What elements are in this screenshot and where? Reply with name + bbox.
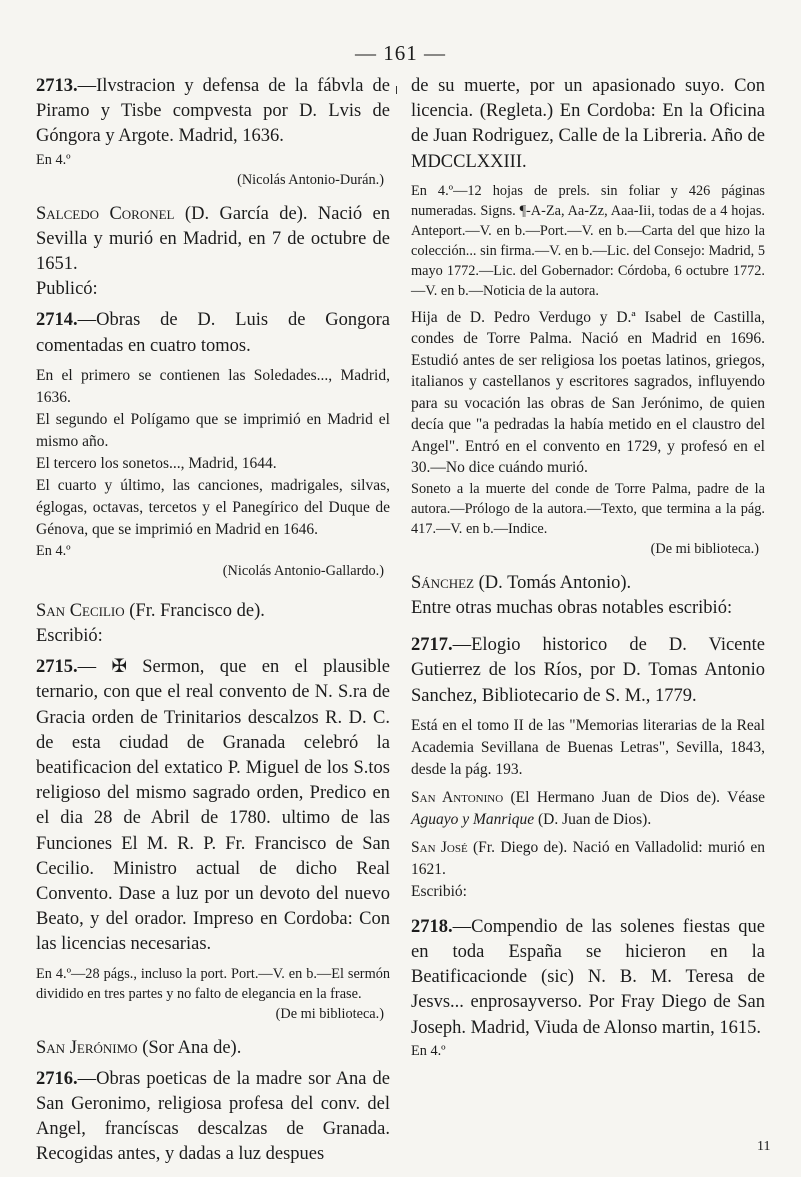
author-biography: Hija de D. Pedro Verdugo y D.ª Isabel de Castilla, condes de Torre Palma. Nació en Madrid en 1696. Estudió antes de ser religiosa los poetas latinos, griegos, italianos y castellanos y escritores sagrados, influyendo para su vocación las obras de San Jerónimo, de quien decía que "a pedradas la había metido en el claustro del Angel". Entró en el convento en 1729, y profesó en el 30.—No dice cuándo murió. [411,308,765,477]
entry-2716 [36,1067,390,1168]
entry-title: —Obras de D. Luis de Gongora comentadas en cuatro tomos. [36,310,390,356]
author-wrote-label: Escribió: [36,626,103,647]
left-column [36,74,390,1168]
right-column [411,74,765,1061]
entry-note: En 4.º—12 hojas de prels. sin foliar y 426 páginas numeradas. Signs. ¶-A-Za, Aa-Zz, Aaa-Iii, todas de a 4 hojas. Anteport.—V. en b.—Port.—V. en b.—Carta del que hizo la colección... sin firma.—V. en b.—Lic. del Consejo: Madrid, 5 mayo 1772.—Lic. del Gobernador: Córdoba, 6 octubre 1772.—V. en b.—Noticia de la autora. [411,182,765,299]
author-jeronimo [36,1036,390,1061]
author-name: San José [411,838,468,856]
entry-title: — ✠ Sermon, que en el plausible ternario, con que el real convento de N. S.ra de Gracia orden de Trinitarios descalzos R. D. C. de esta ciudad de Granada celebró la beatificacion del extatico P. Miguel de los S.tos religioso del mismo sagrado orden, Predico en el dia 28 de Abril de 1780. ultimo de las Funciones El M. R. P. Fr. Francisco de San Cecilio. Ministro actual de dicho Real Convento. Dase a luz por un devoto del nuevo Beato, y del orador. Impreso en Cordoba: Con las licencias necesarias. [36,657,390,955]
entry-title: —Obras poeticas de la madre sor Ana de San Geronimo, religiosa profesa del conv. del Angel, francíscas descalzas de Granada. Recogidas antes, y dadas a luz despues [36,1068,390,1165]
entry-number: 2713. [36,76,78,96]
author-name: San Antonino [411,788,504,806]
cross-reference-text: (D. Juan de Dios). [534,810,652,828]
author-salcedo [36,202,390,278]
author-wrote-label: Escribió: [411,882,467,900]
author-bio: (D. Tomás Antonio). [474,572,632,593]
author-bio: (D. García de). Nació en Sevilla y murió en Madrid, en 7 de octubre de 1651. [36,203,390,275]
entry-2714 [36,308,390,358]
entry-source: (Nicolás Antonio-Gallardo.) [222,562,384,579]
cross-reference-text: (El Hermano Juan de Dios de). Véase [503,788,766,806]
entry-number: 2718. [411,916,453,937]
entry-note: Está en el tomo II de las "Memorias literarias de la Real Academia Sevillana de Buenas Letras", Sevilla, 1843, desde la pág. 193. [411,716,765,778]
entry-note: En el primero se contienen las Soledades..., Madrid, 1636. [36,366,390,406]
entry-number: 2717. [411,635,453,656]
entry-2713 [36,74,390,150]
entry-note: El tercero los sonetos..., Madrid, 1644. [36,454,277,472]
entry-title: —Compendio de las solenes fiestas que en toda España se hicieron en la Beatificacionde (sic) N. B. M. Teresa de Jesvs... enprosayverso. Por Fray Diego de San Joseph. Madrid, Viuda de Alonso martin, 1615. [411,916,765,1038]
entry-source: (De mi biblioteca.) [275,1005,384,1022]
page-number: — 161 — [355,41,446,65]
entry-2715 [36,655,390,957]
entry-number: 2716. [36,1068,78,1089]
entry-source: (Nicolás Antonio-Durán.) [237,171,384,188]
author-bio: (Fr. Diego de). Nació en Valladolid: murió en 1621. [411,838,765,878]
author-antonino [411,787,765,831]
entry-note: Soneto a la muerte del conde de Torre Palma, padre de la autora.—Prólogo de la autora.—Texto, que termina a la pág. 417.—V. en b.—Indice. [411,480,765,537]
column-divider [396,86,397,94]
entry-2717 [411,633,765,709]
author-published-label: Publicó: [36,279,98,300]
entry-2716-continued: de su muerte, por un apasionado suyo. Con licencia. (Regleta.) En Cordoba: En la Oficina de Juan Rodriguez, Calle de la Libreria. Año de MDCCLXXIII. [411,76,765,172]
entry-source: (De mi biblioteca.) [650,540,759,557]
entry-number: 2714. [36,310,78,331]
entry-title: —Ilvstracion y defensa de la fábvla de Piramo y Tisbe compvesta por D. Lvis de Góngora y Argote. Madrid, 1636. [36,76,390,147]
entry-format: En 4.º [411,1042,446,1059]
author-name: Salcedo Coronel [36,203,175,224]
entry-note: El cuarto y último, las canciones, madrigales, silvas, églogas, octavas, tercetos y el Panegírico del Duque de Génova, que se imprimió en Madrid en 1646. [36,476,390,538]
entry-format: En 4.º [36,542,71,559]
author-bio: (Sor Ana de). [137,1037,242,1058]
author-name: Sánchez [411,572,475,593]
entry-number: 2715. [36,657,78,678]
author-sanchez [411,571,765,596]
entry-2718 [411,915,765,1041]
author-bio: (Fr. Francisco de). [124,600,265,621]
author-name: San Jerónimo [36,1037,138,1058]
author-name: San Cecilio [36,600,125,621]
author-cecilio [36,599,390,624]
entry-note: El segundo el Polígamo que se imprimió en Madrid el mismo año. [36,410,390,450]
entry-title: —Elogio historico de D. Vicente Gutierrez de los Ríos, por D. Tomas Antonio Sanchez, Bibliotecario de S. M., 1779. [411,635,765,706]
author-wrote-label: Entre otras muchas obras notables escribió: [411,598,733,619]
author-jose [411,837,765,881]
entry-note: En 4.º—28 págs., incluso la port. Port.—V. en b.—El sermón dividido en tres partes y no falto de elegancia en la frase. [36,965,390,1002]
entry-format: En 4.º [36,151,71,168]
printer-signature: 11 [757,1139,771,1154]
cross-reference-link: Aguayo y Manrique [411,810,535,828]
